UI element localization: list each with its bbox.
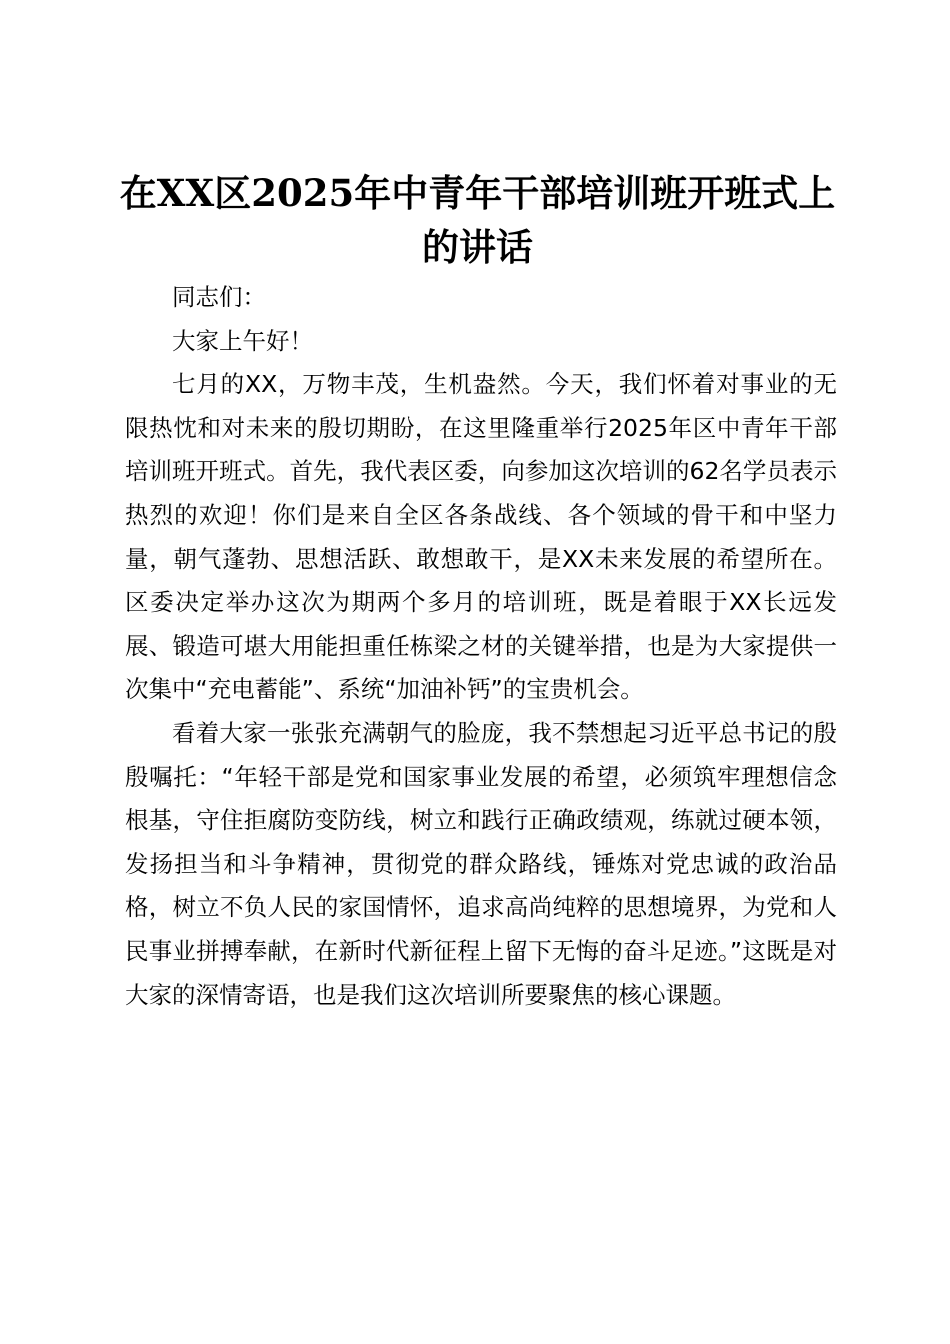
body-paragraph-2: 看着大家一张张充满朝气的脸庞，我不禁想起习近平总书记的殷殷嘱托：“年轻干部是党和国家事业发展的希望，必须筑牢理想信念根基，守住拒腐防变防线，树立和践行正确政绩观，练就过硬本领，发扬担当和斗争精神，贯彻党的群众路线，锤炼对党忠诚的政治品格，树立不负人民的家国情怀，追求高尚纯粹的思想境界，为党和人民事业拼搏奉献，在新时代新征程上留下无悔的奋斗足迹。”这既是对大家的深情寄语，也是我们这次培训所要聚焦的核心课题。: [125, 718, 837, 1009]
document-body: [125, 276, 837, 1017]
salutation: 同志们：: [172, 283, 266, 311]
document-title: 在XX区2025年中青年干部培训班开班式上的讲话: [119, 171, 836, 269]
greeting: 大家上午好！: [172, 326, 313, 355]
body-paragraph-1: 七月的XX，万物丰茂，生机盎然。今天，我们怀着对事业的无限热忱和对未来的殷切期盼，在这里隆重举行2025年区中青年干部培训班开班式。首先，我代表区委，向参加这次培训的62名学员表示热烈的欢迎！你们是来自全区各条战线、各个领域的骨干和中坚力量，朝气蓬勃、思想活跃、敢想敢干，是XX未来发展的希望所在。区委决定举办这次为期两个多月的培训班，既是着眼于XX长远发展、锻造可堪大用能担重任栋梁之材的关键举措，也是为大家提供一次集中“充电蓄能”、系统“加油补钙”的宝贵机会。: [125, 370, 837, 704]
